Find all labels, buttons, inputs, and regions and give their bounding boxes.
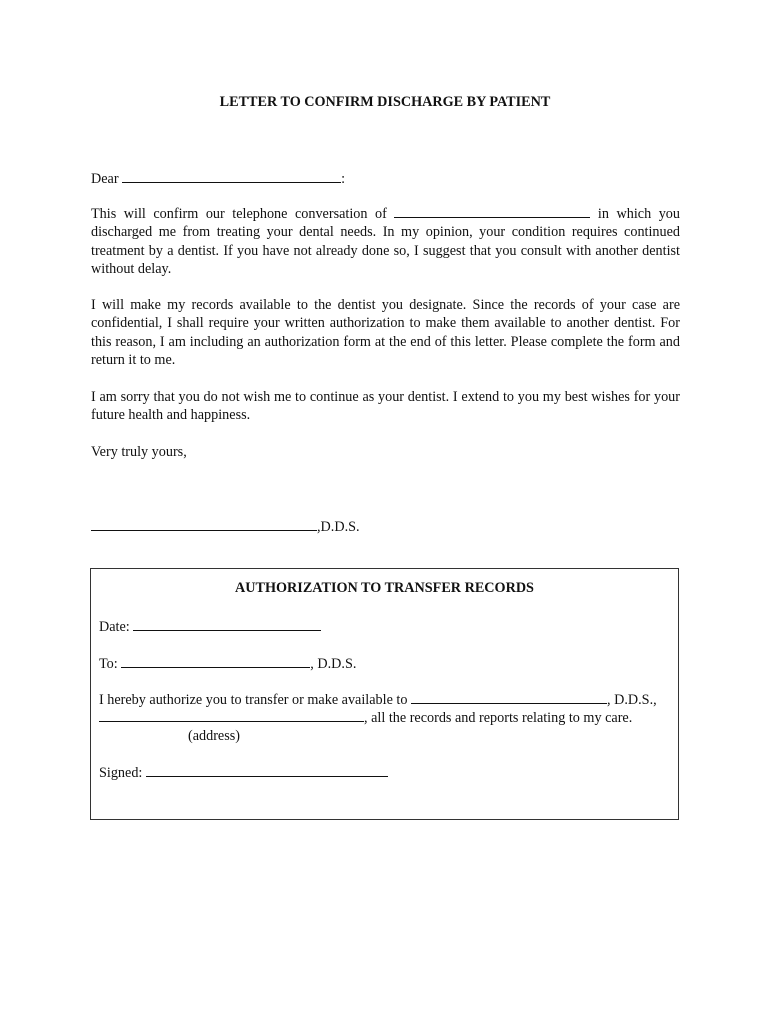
salutation-text: Dear (91, 171, 119, 187)
salutation-colon: : (341, 171, 346, 187)
conversation-text-start: This will confirm our telephone conversation of (91, 206, 387, 222)
dentist-signature-blank[interactable] (91, 517, 317, 531)
paragraph-conversation (91, 204, 680, 279)
paragraph-records: I will make my records available to the dentist you designate. Since the records of your case are confidential, I shall require your written authorization to make them available to another dentist. For this reason, I am including an authorization form at the end of this letter. Please complete the form and return it to me. (91, 297, 680, 369)
authorize-line (99, 690, 671, 709)
authorization-form-box (90, 568, 679, 820)
address-blank[interactable] (99, 708, 364, 722)
records-line (99, 708, 671, 727)
date-line (99, 617, 671, 636)
signature-line (91, 517, 680, 536)
to-label: To: (99, 656, 118, 672)
authorization-title: AUTHORIZATION TO TRANSFER RECORDS (235, 580, 534, 596)
to-dentist-blank[interactable] (121, 654, 310, 668)
signed-label: Signed: (99, 765, 143, 781)
patient-signature-blank[interactable] (146, 763, 388, 777)
records-text: , all the records and reports relating to my care. (364, 710, 633, 726)
paragraph-wishes: I am sorry that you do not wish me to continue as your dentist. I extend to you my best wishes for your future health and happiness. (91, 389, 680, 424)
authorize-text: I hereby authorize you to transfer or make available to (99, 692, 408, 708)
salutation-line (91, 169, 680, 188)
date-label: Date: (99, 619, 130, 635)
conversation-text-rest: in which you discharged me from treating your dental needs. In my opinion, your condition requires continued treatment by a dentist. If you have not already done so, I suggest that you consult with another dentist without delay. (91, 206, 680, 278)
to-suffix: , D.D.S. (310, 656, 357, 672)
signature-suffix: ,D.D.S. (317, 519, 360, 535)
closing-text: Very truly yours, (91, 444, 187, 460)
address-label: (address) (188, 728, 240, 744)
new-dentist-blank[interactable] (411, 690, 607, 704)
to-line (99, 654, 671, 673)
page-title: LETTER TO CONFIRM DISCHARGE BY PATIENT (219, 94, 551, 110)
recipient-name-blank[interactable] (122, 169, 341, 183)
conversation-date-blank[interactable] (394, 204, 590, 218)
signed-line (99, 763, 671, 782)
authorize-suffix: , D.D.S., (607, 692, 657, 708)
date-blank[interactable] (133, 617, 321, 631)
